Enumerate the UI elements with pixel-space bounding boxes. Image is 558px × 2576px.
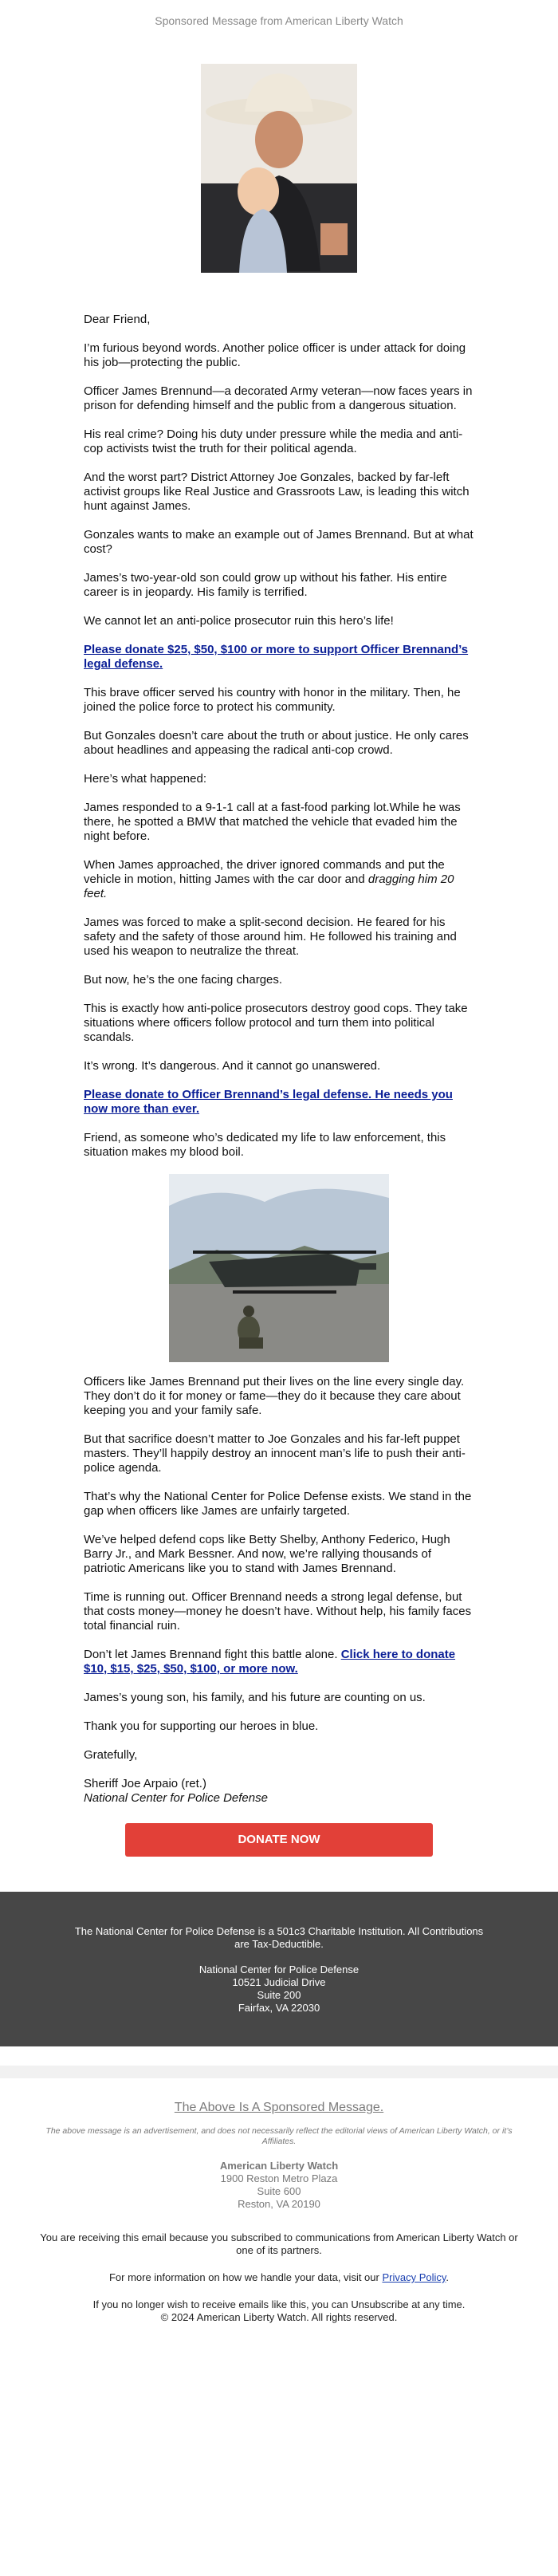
org-name: National Center for Police Defense — [198, 1964, 360, 1975]
paragraph: Officers like James Brennand put their lives on the line every single day. They don’t do it for money or fame—they do it because they care about keeping you and your family safe. — [84, 1375, 465, 1417]
org-footer — [0, 1892, 558, 2046]
sponsor-address — [0, 2160, 558, 2211]
org-suite: Suite 200 — [257, 1989, 301, 2001]
paragraph: I’m furious beyond words. Another police officer is under attack for doing his job—protecting the public. — [84, 341, 466, 369]
paragraph: This brave officer served his country with honor in the military. Then, he joined the police force to protect his community. — [84, 686, 461, 714]
copyright: © 2024 American Liberty Watch. All rights reserved. — [160, 2311, 398, 2323]
donate-link-3[interactable]: Click here to donate $10, $15, $25, $50, $100, or more now. — [84, 1648, 456, 1676]
privacy-notice — [40, 2271, 518, 2284]
officer-with-son-photo — [201, 64, 357, 273]
paragraph: Friend, as someone who’s dedicated my life to law enforcement, this situation makes my blood boil. — [84, 1131, 446, 1159]
sponsor-name: American Liberty Watch — [219, 2160, 339, 2172]
paragraph: But Gonzales doesn’t care about the truth or about justice. He only cares about headlines and appeasing the radical anti-cop crowd. — [84, 729, 469, 757]
paragraph: We cannot let an anti-police prosecutor ruin this hero’s life! — [84, 614, 394, 628]
paragraph: Time is running out. Officer Brennand needs a strong legal defense, but that costs money—money he doesn’t have. Without help, his family faces total financial ruin. — [84, 1590, 472, 1633]
letter-body — [84, 313, 474, 1160]
org-street: 10521 Judicial Drive — [232, 1976, 326, 1988]
paragraph: It’s wrong. It’s dangerous. And it cannot go unanswered. — [84, 1059, 381, 1073]
paragraph-text: Don’t let James Brennand fight this battle alone. — [84, 1648, 341, 1661]
unsubscribe-text: If you no longer wish to receive emails like this, you can Unsubscribe at any time. — [92, 2298, 466, 2310]
paragraph: James’s young son, his family, and his future are counting on us. — [84, 1691, 426, 1704]
paragraph: His real crime? Doing his duty under pressure while the media and anti-cop activists twist the truth for their political agenda. — [84, 427, 463, 455]
paragraph: This is exactly how anti-police prosecutors destroy good cops. They take situations where officers follow protocol and turn them into political scandals. — [84, 1002, 468, 1044]
paragraph: We’ve helped defend cops like Betty Shelby, Anthony Federico, Hugh Barry Jr., and Mark Bessner. And now, we’re rallying thousands of patriotic Americans like you to stand with James Brennand. — [84, 1533, 450, 1575]
paragraph: Here’s what happened: — [84, 772, 206, 786]
cta-container — [0, 1823, 558, 1857]
letter-body-continued — [84, 1375, 474, 1806]
privacy-prefix: For more information on how we handle your data, visit our — [108, 2271, 383, 2283]
privacy-policy-link[interactable]: Privacy Policy — [382, 2271, 446, 2283]
sponsor-city: Reston, VA 20190 — [238, 2198, 320, 2210]
sponsor-footer — [0, 2078, 558, 2324]
paragraph-emphasis: dragging him 20 feet. — [84, 872, 454, 900]
sponsor-suite: Suite 600 — [257, 2185, 301, 2197]
subscription-notice: You are receiving this email because you subscribed to communications from American Liberty Watch or one of its partners. — [40, 2231, 518, 2256]
paragraph: But that sacrifice doesn’t matter to Joe Gonzales and his far-left puppet masters. They’ll happily destroy an innocent man’s life to push their anti-police agenda. — [84, 1432, 466, 1475]
closing: Gratefully, — [84, 1748, 138, 1762]
paragraph: James was forced to make a split-second decision. He feared for his safety and the safety of those around him. He followed his training and used his weapon to neutralize the threat. — [84, 916, 457, 958]
org-city: Fairfax, VA 22030 — [238, 2002, 320, 2014]
sponsor-disclaimer: The above message is an advertisement, and does not necessarily reflect the editorial views of American Liberty Watch, or it’s Affiliates. — [45, 2126, 513, 2146]
paragraph-text: When James approached, the driver ignored commands and put the vehicle in motion, hitting James with the car door and — [84, 858, 445, 886]
sponsor-street: 1900 Reston Metro Plaza — [220, 2172, 338, 2184]
donate-link-1[interactable]: Please donate $25, $50, $100 or more to support Officer Brennand’s legal defense. — [84, 643, 469, 671]
sponsored-message-title: The Above Is A Sponsored Message. — [174, 2101, 384, 2114]
soldier-helicopter-photo — [169, 1174, 389, 1362]
paragraph: Gonzales wants to make an example out of James Brennand. But at what cost? — [84, 528, 474, 556]
donate-link-paragraph — [84, 643, 474, 672]
paragraph — [84, 858, 474, 901]
privacy-suffix: . — [446, 2271, 450, 2283]
sponsored-header: Sponsored Message from American Liberty Watch — [155, 14, 403, 27]
signature-name: Sheriff Joe Arpaio (ret.) — [84, 1777, 206, 1790]
donate-now-button[interactable]: DONATE NOW — [125, 1823, 433, 1857]
greeting: Dear Friend, — [84, 313, 151, 326]
section-divider — [0, 2066, 558, 2078]
paragraph: That’s why the National Center for Police Defense exists. We stand in the gap when officers like James are unfairly targeted. — [84, 1490, 472, 1518]
signature — [84, 1777, 474, 1806]
unsubscribe-notice — [40, 2298, 518, 2324]
paragraph: And the worst part? District Attorney Joe Gonzales, backed by far-left activist groups like Real Justice and Grassroots Law, is leading this witch hunt against James. — [84, 471, 470, 513]
paragraph: But now, he’s the one facing charges. — [84, 973, 283, 987]
paragraph: James’s two-year-old son could grow up without his father. His entire career is in jeopardy. His family is terrified. — [84, 571, 447, 599]
signature-org: National Center for Police Defense — [84, 1791, 268, 1805]
donate-link-paragraph — [84, 1088, 474, 1117]
paragraph: Officer James Brennund—a decorated Army veteran—now faces years in prison for defending himself and the public from a dangerous situation. — [84, 384, 473, 412]
org-disclaimer: The National Center for Police Defense is a 501c3 Charitable Institution. All Contributions are Tax-Deductible. — [74, 1925, 484, 1950]
paragraph: Thank you for supporting our heroes in blue. — [84, 1719, 319, 1733]
paragraph — [84, 1648, 474, 1676]
paragraph: James responded to a 9-1-1 call at a fast-food parking lot.While he was there, he spotted a BMW that matched the vehicle that evaded him the night before. — [84, 801, 461, 843]
donate-link-2[interactable]: Please donate to Officer Brennand’s legal defense. He needs you now more than ever. — [84, 1088, 453, 1116]
